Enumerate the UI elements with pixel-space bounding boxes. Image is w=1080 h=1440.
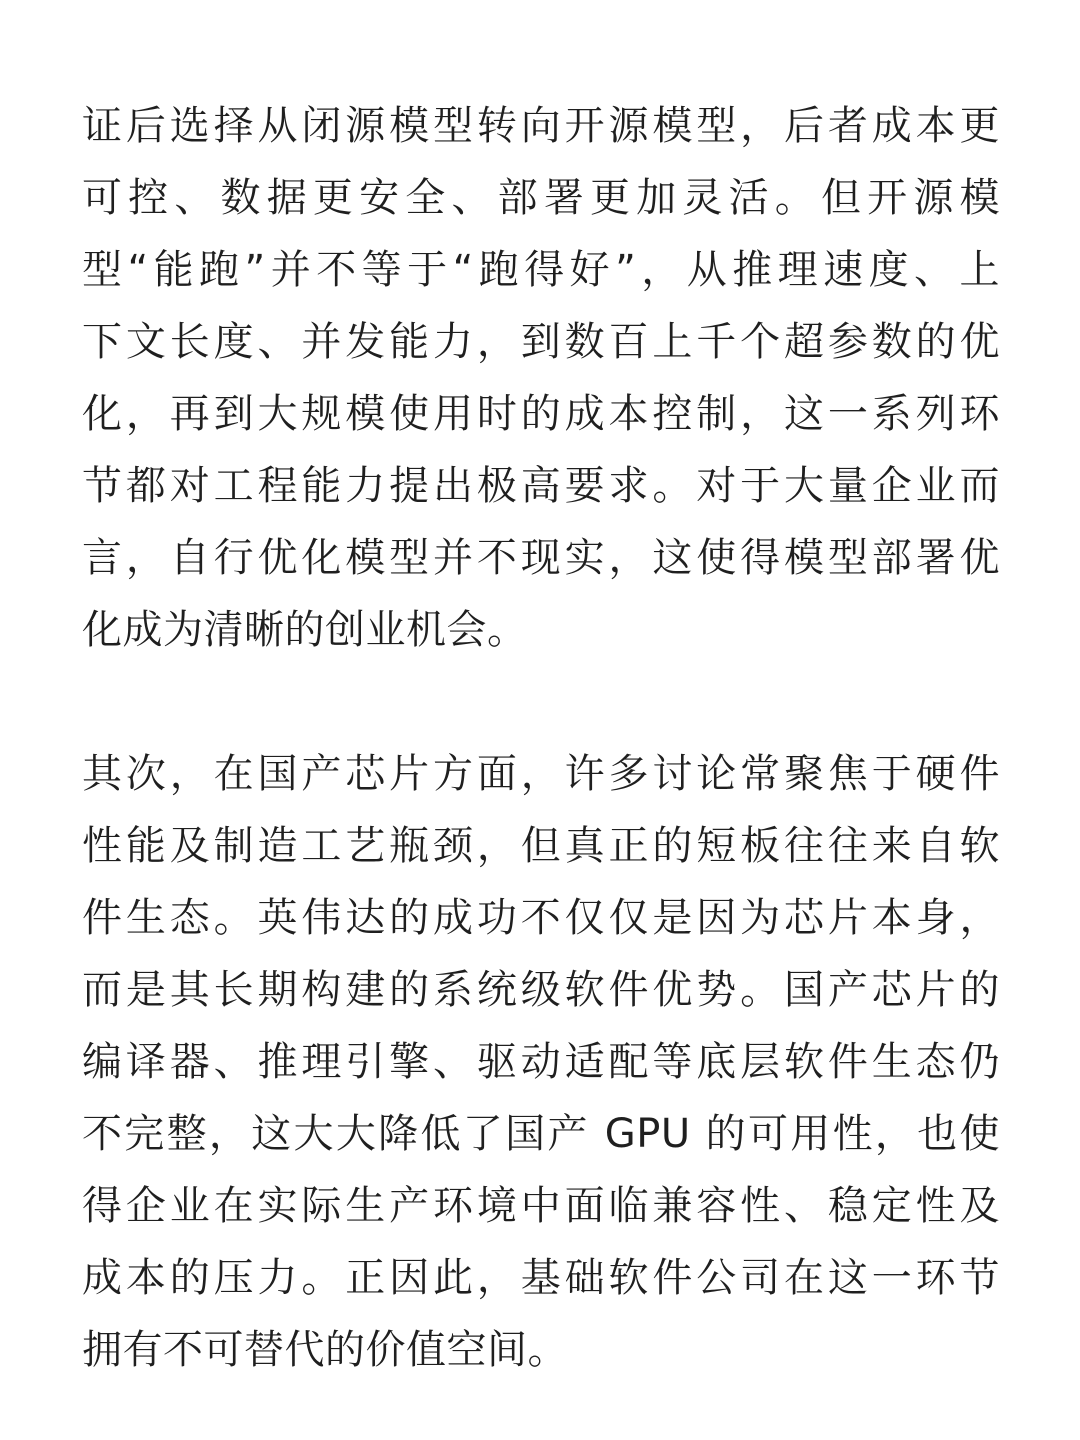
paragraph-spacer xyxy=(82,666,1000,738)
text-line: 成本的压力。正因此，基础软件公司在这一环节 xyxy=(82,1255,1000,1301)
text-line: 证后选择从闭源模型转向开源模型，后者成本更 xyxy=(82,103,1000,149)
text-line: 而是其长期构建的系统级软件优势。国产芯片的 xyxy=(82,967,1000,1013)
text-line: 性能及制造工艺瓶颈，但真正的短板往往来自软 xyxy=(82,823,1000,869)
article-body xyxy=(82,90,1000,1386)
text-line: 型“能跑”并不等于“跑得好”，从推理速度、上 xyxy=(82,247,1000,293)
text-line: 其次，在国产芯片方面，许多讨论常聚焦于硬件 xyxy=(82,751,1000,797)
text-line: 得企业在实际生产环境中面临兼容性、稳定性及 xyxy=(82,1183,1000,1229)
text-line: 化，再到大规模使用时的成本控制，这一系列环 xyxy=(82,391,1000,437)
text-line: 可控、数据更安全、部署更加灵活。但开源模 xyxy=(82,175,1000,221)
text-line: 下文长度、并发能力，到数百上千个超参数的优 xyxy=(82,319,1000,365)
text-line: 编译器、推理引擎、驱动适配等底层软件生态仍 xyxy=(82,1039,1000,1085)
paragraph-1 xyxy=(82,90,1000,666)
paragraph-2 xyxy=(82,738,1000,1386)
text-line: 节都对工程能力提出极高要求。对于大量企业而 xyxy=(82,463,1000,509)
text-line: 拥有不可替代的价值空间。 xyxy=(82,1327,568,1373)
text-line: 言，自行优化模型并不现实，这使得模型部署优 xyxy=(82,535,1000,581)
text-line: 件生态。英伟达的成功不仅仅是因为芯片本身， xyxy=(82,895,1000,941)
text-line: 不完整，这大大降低了国产 GPU 的可用性，也使 xyxy=(82,1111,1000,1157)
text-line: 化成为清晰的创业机会。 xyxy=(82,607,528,653)
